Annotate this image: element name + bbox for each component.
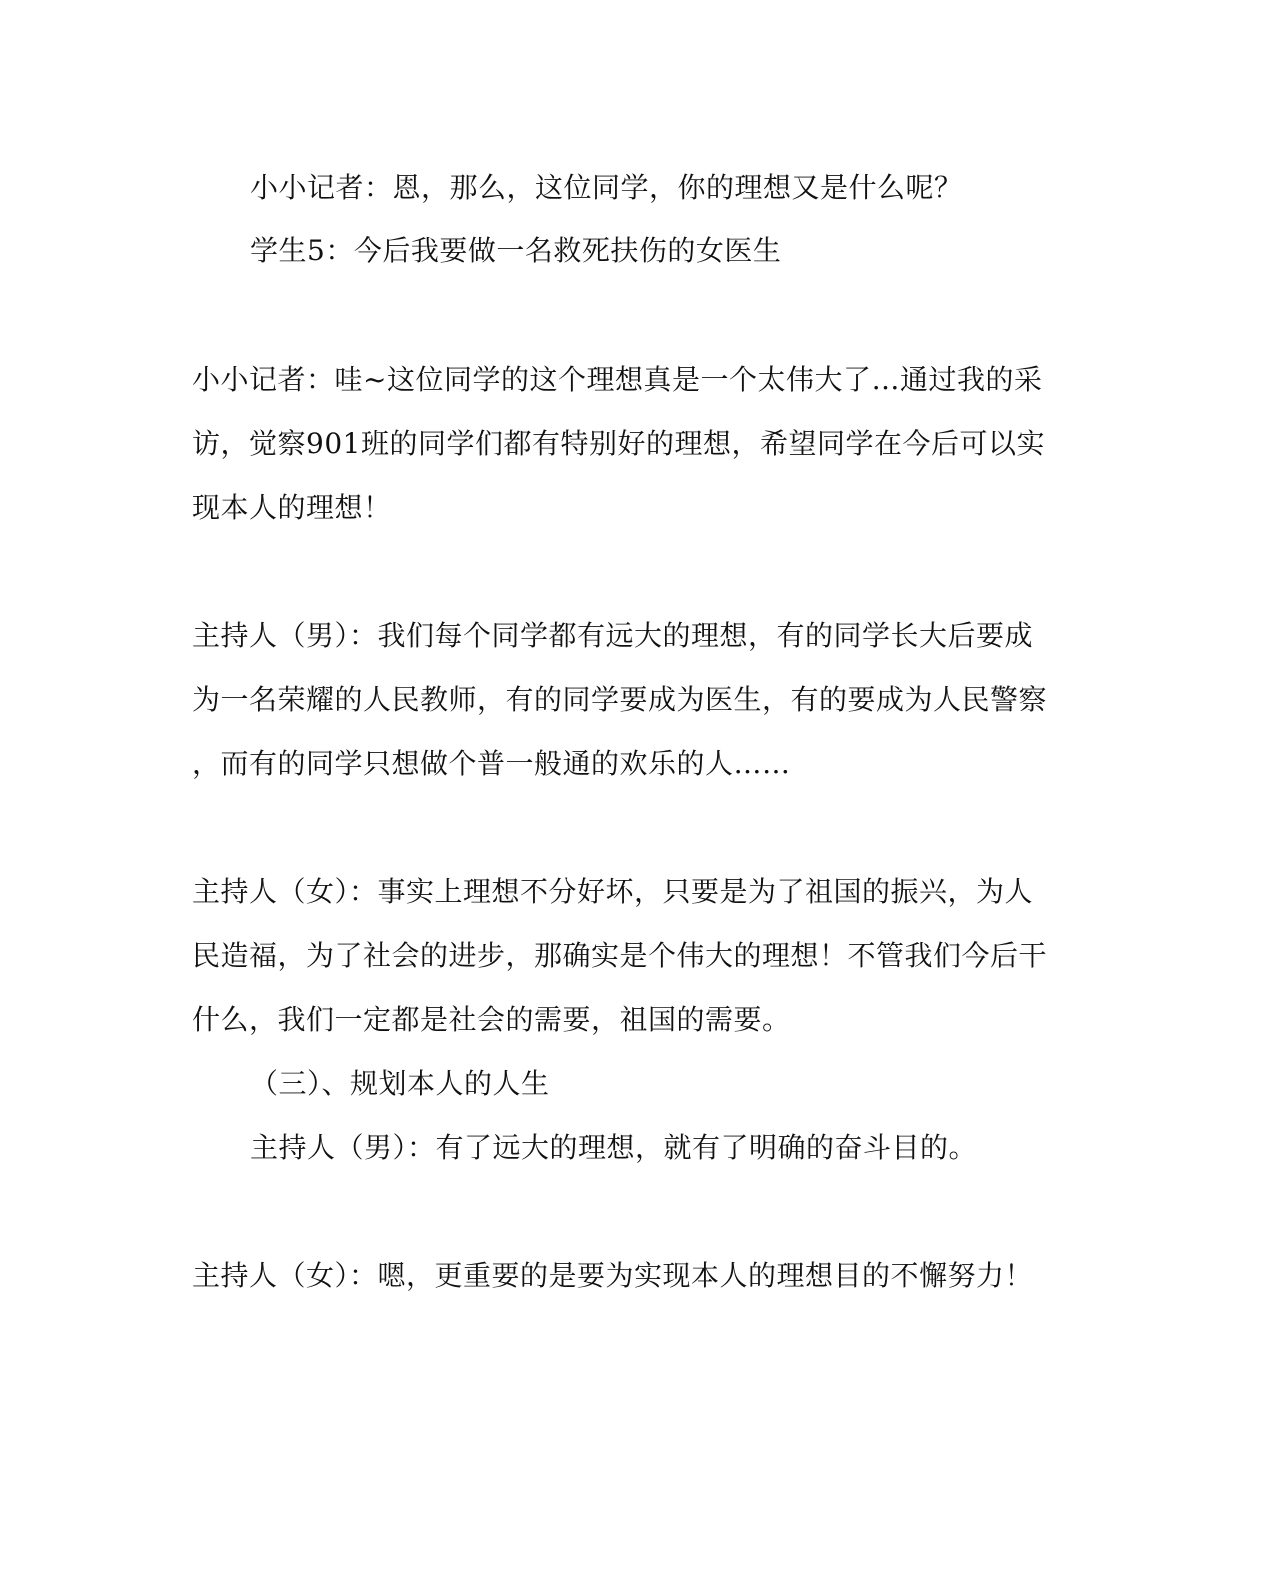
dialogue-host-female-effort: 主持人（女）：嗯，更重要的是要为实现本人的理想目的不懈努力！ bbox=[192, 1259, 1034, 1292]
dialogue-reporter-question: 小小记者：恩，那么，这位同学，你的理想又是什么呢？ bbox=[250, 171, 963, 204]
dialogue-host-female-line1: 主持人（女）：事实上理想不分好坏，只要是为了祖国的振兴，为人 bbox=[192, 875, 1034, 908]
dialogue-host-male-line2: 为一名荣耀的人民教师，有的同学要成为医生，有的要成为人民警察 bbox=[192, 683, 1048, 716]
section-heading: （三）、规划本人的人生 bbox=[250, 1067, 550, 1100]
dialogue-host-female-line2: 民造福，为了社会的进步，那确实是个伟大的理想！不管我们今后干 bbox=[192, 939, 1048, 972]
dialogue-host-female-line3: 什么，我们一定都是社会的需要，祖国的需要。 bbox=[192, 1003, 791, 1036]
dialogue-reporter-summary-line3: 现本人的理想！ bbox=[192, 491, 392, 524]
dialogue-host-male-goal: 主持人（男）：有了远大的理想，就有了明确的奋斗目的。 bbox=[250, 1131, 978, 1164]
dialogue-host-male-line1: 主持人（男）：我们每个同学都有远大的理想，有的同学长大后要成 bbox=[192, 619, 1034, 652]
dialogue-host-male-line3: ，而有的同学只想做个普一般通的欢乐的人…… bbox=[192, 747, 791, 780]
dialogue-student5-answer: 学生5：今后我要做一名救死扶伤的女医生 bbox=[250, 234, 782, 267]
dialogue-reporter-summary-line2: 访，觉察901班的同学们都有特别好的理想，希望同学在今后可以实 bbox=[192, 427, 1045, 460]
dialogue-reporter-summary-line1: 小小记者：哇~这位同学的这个理想真是一个太伟大了…通过我的采 bbox=[192, 363, 1043, 396]
